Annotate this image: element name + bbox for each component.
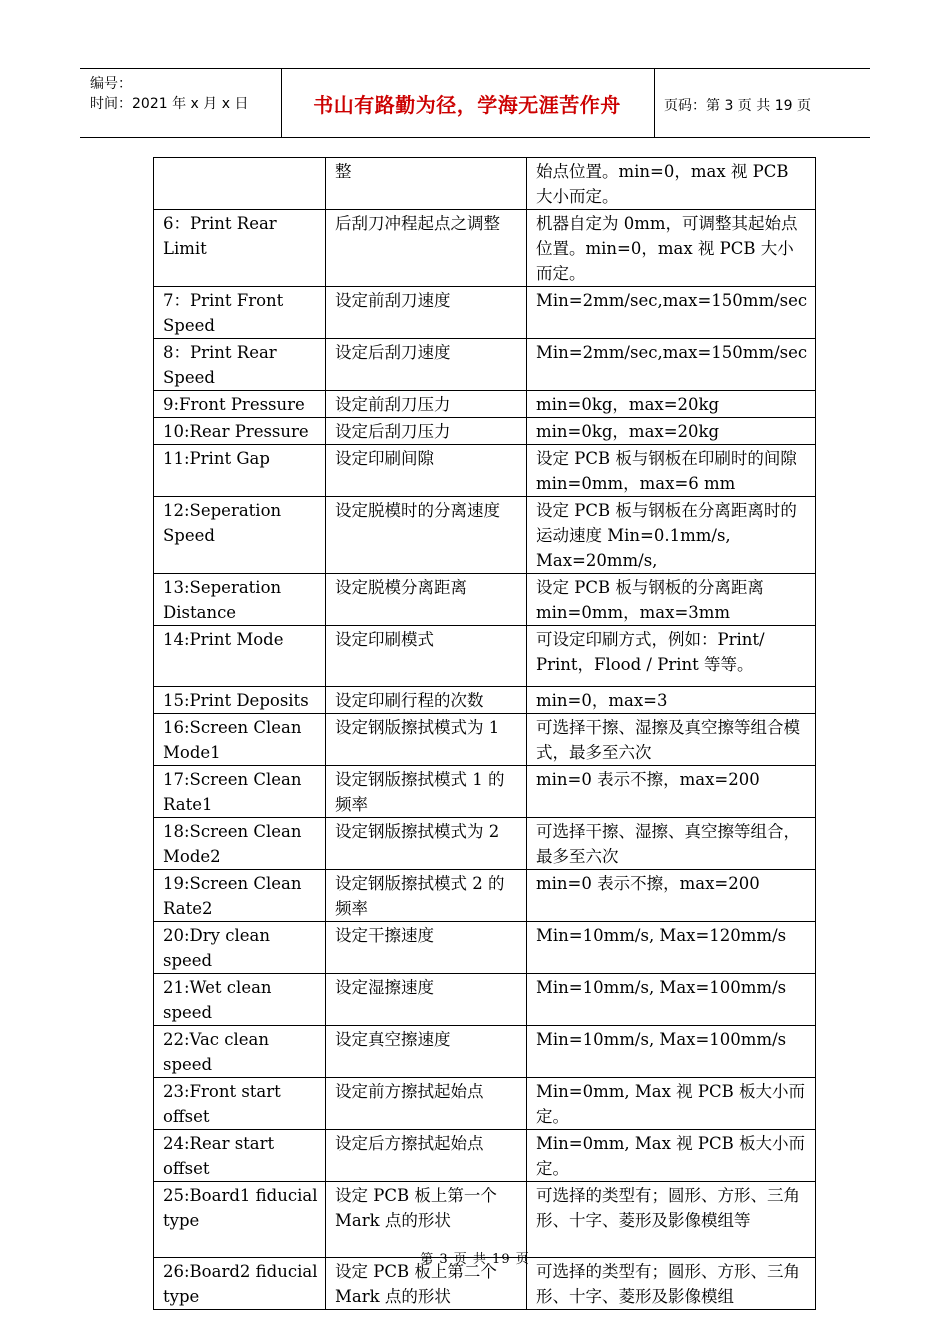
param-name-cell: 24:Rear start offset xyxy=(154,1130,326,1182)
param-name-cell: 15:Print Deposits xyxy=(154,687,326,714)
table-row xyxy=(154,870,816,922)
table-row xyxy=(154,687,816,714)
param-description-cell: 设定后方擦拭起始点 xyxy=(326,1130,527,1182)
param-name-cell: 11:Print Gap xyxy=(154,445,326,497)
param-name-cell: 25:Board1 fiducial type xyxy=(154,1182,326,1258)
param-description-cell: 设定脱模分离距离 xyxy=(326,574,527,626)
param-description-cell: 设定印刷模式 xyxy=(326,626,527,687)
param-description-cell: 设定钢版擦拭模式 1 的频率 xyxy=(326,766,527,818)
param-description-cell: 设定前刮刀速度 xyxy=(326,287,527,339)
param-description-cell: 设定后刮刀压力 xyxy=(326,418,527,445)
table-row xyxy=(154,158,816,210)
param-description-cell: 设定脱模时的分离速度 xyxy=(326,497,527,574)
page-footer: 第 3 页 共 19 页 xyxy=(420,1252,530,1267)
header-page-number: 页码：第 3 页 共 19 页 xyxy=(664,98,811,114)
header-divider xyxy=(654,69,655,137)
param-range-cell: 可选择干擦、湿擦及真空擦等组合模式，最多至六次 xyxy=(527,714,816,766)
param-description-cell: 设定 PCB 板上第二个 Mark 点的形状 xyxy=(326,1258,527,1310)
param-name-cell: 16:Screen Clean Mode1 xyxy=(154,714,326,766)
param-name-cell: 8：Print Rear Speed xyxy=(154,339,326,391)
param-name-cell: 18:Screen Clean Mode2 xyxy=(154,818,326,870)
param-range-cell: min=0kg，max=20kg xyxy=(527,391,816,418)
page-header xyxy=(80,68,870,138)
param-name-cell xyxy=(154,158,326,210)
param-description-cell: 设定钢版擦拭模式为 2 xyxy=(326,818,527,870)
param-range-cell: min=0 表示不擦，max=200 xyxy=(527,766,816,818)
param-name-cell: 17:Screen Clean Rate1 xyxy=(154,766,326,818)
param-range-cell: 机器自定为 0mm，可调整其起始点位置。min=0，max 视 PCB 大小而定。 xyxy=(527,210,816,287)
param-description-cell: 设定真空擦速度 xyxy=(326,1026,527,1078)
param-description-cell: 设定印刷间隙 xyxy=(326,445,527,497)
table-row xyxy=(154,626,816,687)
param-range-cell: Min=2mm/sec,max=150mm/sec xyxy=(527,339,816,391)
param-description-cell: 整 xyxy=(326,158,527,210)
param-name-cell: 12:Seperation Speed xyxy=(154,497,326,574)
param-description-cell: 设定湿擦速度 xyxy=(326,974,527,1026)
param-description-cell: 后刮刀冲程起点之调整 xyxy=(326,210,527,287)
param-description-cell: 设定钢版擦拭模式 2 的频率 xyxy=(326,870,527,922)
header-motto: 书山有路勤为径，学海无涯苦作舟 xyxy=(313,92,621,117)
table-row xyxy=(154,574,816,626)
param-range-cell: 可选择的类型有；圆形、方形、三角形、十字、菱形及影像模组 xyxy=(527,1258,816,1310)
param-name-cell: 13:Seperation Distance xyxy=(154,574,326,626)
param-range-cell: Min=10mm/s, Max=100mm/s xyxy=(527,1026,816,1078)
param-range-cell: 可选择干擦、湿擦、真空擦等组合，最多至六次 xyxy=(527,818,816,870)
table-row xyxy=(154,714,816,766)
param-range-cell: 设定 PCB 板与钢板在印刷时的间隙 min=0mm，max=6 mm xyxy=(527,445,816,497)
param-range-cell: min=0，max=3 xyxy=(527,687,816,714)
table-row xyxy=(154,974,816,1026)
table-row xyxy=(154,339,816,391)
param-range-cell: Min=10mm/s, Max=120mm/s xyxy=(527,922,816,974)
param-description-cell: 设定干擦速度 xyxy=(326,922,527,974)
param-range-cell: 始点位置。min=0，max 视 PCB 大小而定。 xyxy=(527,158,816,210)
table-row xyxy=(154,1130,816,1182)
param-name-cell: 23:Front start offset xyxy=(154,1078,326,1130)
param-name-cell: 6：Print Rear Limit xyxy=(154,210,326,287)
table-row xyxy=(154,445,816,497)
param-description-cell: 设定前刮刀压力 xyxy=(326,391,527,418)
parameter-table xyxy=(153,157,816,1310)
param-name-cell: 14:Print Mode xyxy=(154,626,326,687)
param-name-cell: 10:Rear Pressure xyxy=(154,418,326,445)
param-name-cell: 22:Vac clean speed xyxy=(154,1026,326,1078)
param-description-cell: 设定前方擦拭起始点 xyxy=(326,1078,527,1130)
param-description-cell: 设定 PCB 板上第一个 Mark 点的形状 xyxy=(326,1182,527,1258)
param-range-cell: Min=0mm, Max 视 PCB 板大小而定。 xyxy=(527,1078,816,1130)
table-row xyxy=(154,1078,816,1130)
param-range-cell: 可设定印刷方式，例如：Print/ Print，Flood / Print 等等。 xyxy=(527,626,816,687)
param-name-cell: 20:Dry clean speed xyxy=(154,922,326,974)
param-range-cell: Min=0mm, Max 视 PCB 板大小而定。 xyxy=(527,1130,816,1182)
param-name-cell: 19:Screen Clean Rate2 xyxy=(154,870,326,922)
param-description-cell: 设定钢版擦拭模式为 1 xyxy=(326,714,527,766)
table-row xyxy=(154,497,816,574)
table-row xyxy=(154,1026,816,1078)
document-number-label: 编号： xyxy=(90,76,132,92)
table-row xyxy=(154,210,816,287)
param-range-cell: Min=10mm/s, Max=100mm/s xyxy=(527,974,816,1026)
parameter-table-body xyxy=(154,158,816,1310)
table-row xyxy=(154,766,816,818)
param-range-cell: 可选择的类型有；圆形、方形、三角形、十字、菱形及影像模组等 xyxy=(527,1182,816,1258)
param-name-cell: 21:Wet clean speed xyxy=(154,974,326,1026)
param-range-cell: min=0kg，max=20kg xyxy=(527,418,816,445)
table-row xyxy=(154,287,816,339)
param-name-cell: 9:Front Pressure xyxy=(154,391,326,418)
param-description-cell: 设定后刮刀速度 xyxy=(326,339,527,391)
param-name-cell: 7：Print Front Speed xyxy=(154,287,326,339)
table-row xyxy=(154,922,816,974)
param-range-cell: 设定 PCB 板与钢板在分离距离时的运动速度 Min=0.1mm/s, Max=20mm/s, xyxy=(527,497,816,574)
document-date-label: 时间：2021 年 x 月 x 日 xyxy=(90,96,249,112)
table-row xyxy=(154,1182,816,1258)
table-row xyxy=(154,818,816,870)
header-meta xyxy=(80,69,280,137)
param-range-cell: min=0 表示不擦，max=200 xyxy=(527,870,816,922)
param-description-cell: 设定印刷行程的次数 xyxy=(326,687,527,714)
param-range-cell: Min=2mm/sec,max=150mm/sec xyxy=(527,287,816,339)
table-row xyxy=(154,391,816,418)
table-row xyxy=(154,418,816,445)
param-range-cell: 设定 PCB 板与钢板的分离距离 min=0mm，max=3mm xyxy=(527,574,816,626)
param-name-cell: 26:Board2 fiducial type xyxy=(154,1258,326,1310)
